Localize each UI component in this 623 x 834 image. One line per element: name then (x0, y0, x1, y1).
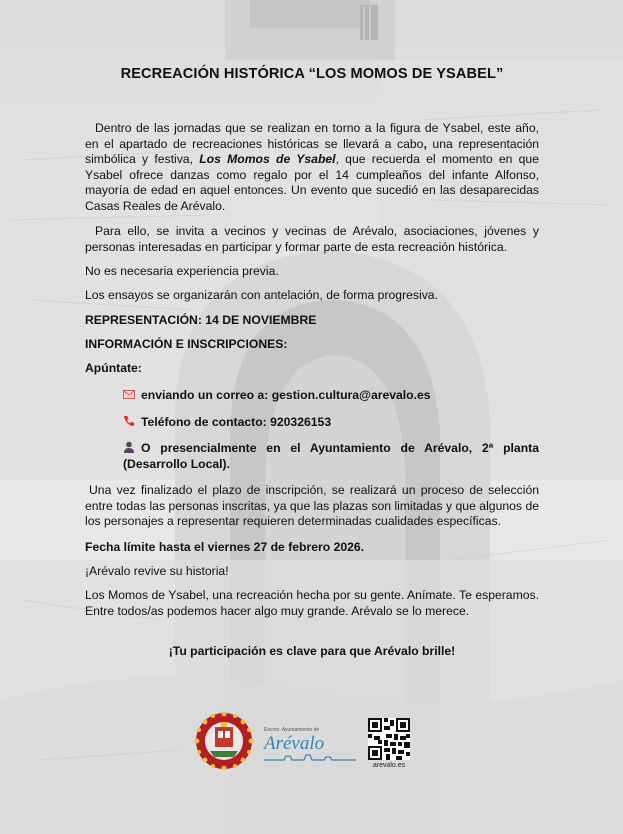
council-small-label: Excmo. Ayuntamiento de (264, 727, 320, 733)
person-icon (123, 441, 135, 453)
intro-text-2: una representación simbólica y festiva, (85, 136, 540, 167)
signup-heading: Apúntate: (85, 361, 142, 375)
council-brand (264, 727, 360, 767)
intro-text-3: , que recuerda el momento en que Ysabel ofrece danzas como regalo por el 14 cumpleaños del infante Alfonso, mayoría de edad en aquel entonces. Un evento que sucedió en las desaparecidas Casas Reales de Arévalo. (85, 152, 539, 213)
council-name-logo: Arévalo (264, 733, 325, 754)
intro-comma: , (423, 136, 427, 151)
rehearsals-text: Los ensayos se organizarán con antelación, de forma progresiva. (85, 288, 438, 302)
intro-paragraph (85, 121, 539, 215)
coat-of-arms-logo (194, 711, 254, 771)
in-person-text: O presencialmente en el Ayuntamiento de Arévalo, 2ª planta (Desarrollo Local). (123, 441, 539, 471)
footer-logos (0, 708, 623, 788)
in-person-contact (123, 441, 539, 472)
deadline-text: Fecha límite hasta el viernes 27 de febrero 2026. (85, 540, 365, 554)
event-name: Los Momos de Ysabel (199, 152, 336, 167)
intro-text-1: Dentro de las jornadas que se realizan en torno a la figura de Ysabel, este año, en el apartado de recreaciones históricas se llevará a cabo (85, 121, 539, 151)
qr-caption: arevalo.es (372, 762, 406, 769)
selection-paragraph: Una vez finalizado el plazo de inscripción, se realizará un proceso de selección entre todas las personas inscritas, ya que las plazas son limitadas y que algunos de los personajes a representar requieren determinadas cualidades específicas. (85, 483, 539, 529)
phone-icon (123, 415, 135, 427)
email-contact (123, 388, 539, 404)
phone-text: Teléfono de contacto: 920326153 (141, 415, 332, 429)
qr-code-icon (368, 718, 410, 760)
revive-text: ¡Arévalo revive su historia! (85, 564, 229, 578)
page-title: RECREACIÓN HISTÓRICA “LOS MOMOS DE YSABEL” (120, 66, 504, 82)
skyline-line-icon (264, 754, 356, 762)
closing-paragraph: Los Momos de Ysabel, una recreación hecha por su gente. Anímate. Te esperamos. Entre todos/as podemos hacer algo muy grande. Arévalo se lo merece. (85, 588, 539, 618)
call-to-action: ¡Tu participación es clave para que Arévalo brille! (168, 644, 456, 658)
no-experience-text: No es necesaria experiencia previa. (85, 264, 279, 278)
performance-date: REPRESENTACIÓN: 14 DE NOVIEMBRE (85, 313, 317, 327)
invite-paragraph: Para ello, se invita a vecinos y vecinas de Arévalo, asociaciones, jóvenes y personas interesadas en participar y formar parte de esta recreación histórica. (85, 224, 539, 254)
phone-contact (123, 415, 539, 431)
info-heading: INFORMACIÓN E INSCRIPCIONES: (85, 337, 288, 351)
envelope-icon (123, 388, 135, 400)
email-text: enviando un correo a: gestion.cultura@arevalo.es (141, 388, 431, 402)
